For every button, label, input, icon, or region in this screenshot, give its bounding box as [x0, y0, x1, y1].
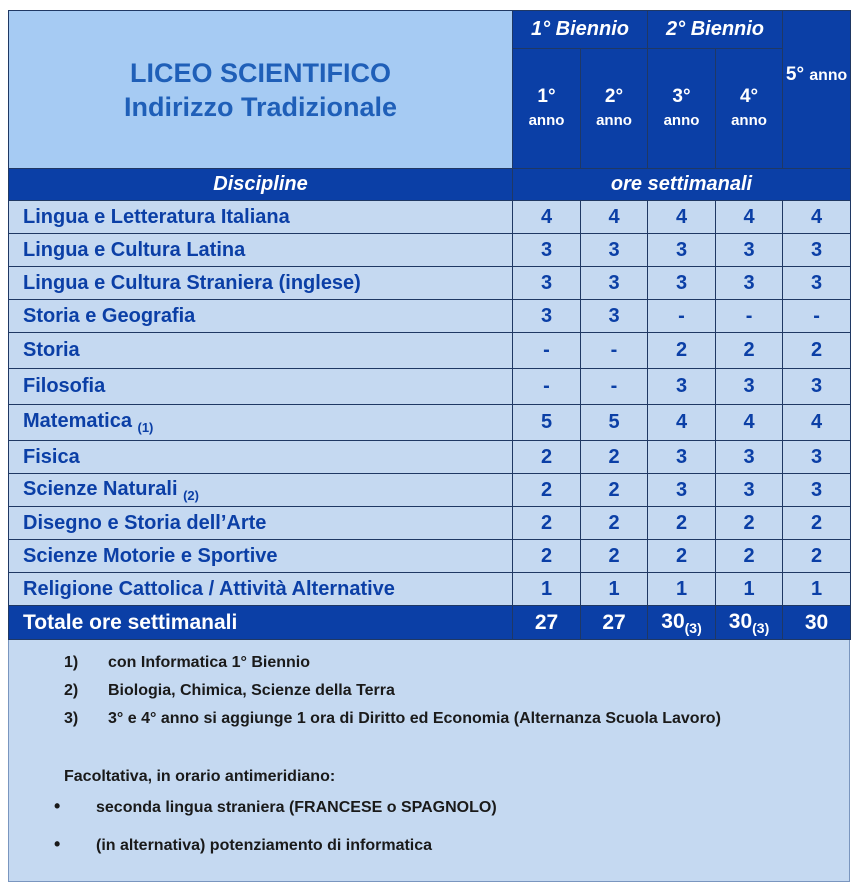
- title-line2: Indirizzo Tradizionale: [123, 91, 398, 122]
- footnote-ref: (3): [684, 619, 702, 636]
- hours-cell: -: [513, 333, 581, 369]
- hours-cell: 5: [513, 405, 581, 441]
- facoltativa-heading: Facoltativa, in orario antimeridiano:: [64, 768, 336, 785]
- hours-cell: 4: [648, 405, 716, 441]
- total-row: [9, 606, 851, 640]
- note-number: 2): [64, 682, 79, 699]
- year-label: anno: [596, 111, 632, 129]
- note-item: [64, 654, 310, 676]
- hours-cell: 3: [513, 267, 581, 300]
- hours-cell: -: [783, 300, 851, 333]
- total-value: 27: [534, 610, 559, 634]
- discipline-label: Storia e Geografia: [23, 304, 196, 327]
- hours-header: ore settimanali: [513, 169, 851, 201]
- discipline-header: Discipline: [9, 169, 513, 201]
- hours-cell: 3: [783, 441, 851, 474]
- discipline-row: [9, 441, 851, 474]
- hours-cell: 4: [581, 201, 648, 234]
- discipline-label: Storia: [23, 339, 80, 361]
- facoltativa-item: [54, 796, 497, 817]
- hours-cell: 2: [783, 540, 851, 573]
- hours-cell: 1: [716, 573, 783, 606]
- discipline-label: Disegno e Storia dell’Arte: [23, 511, 267, 534]
- hours-cell: 1: [783, 573, 851, 606]
- discipline-name: [9, 234, 513, 267]
- hours-cell: 1: [513, 573, 581, 606]
- total-value: 27: [602, 610, 626, 634]
- discipline-label: Religione Cattolica / Attività Alternative: [23, 577, 395, 600]
- hours-cell: 3: [581, 300, 648, 333]
- discipline-label: Filosofia: [23, 375, 106, 397]
- discipline-row: [9, 369, 851, 405]
- hours-cell: 2: [716, 540, 783, 573]
- year-number: 2°: [604, 85, 624, 107]
- note-item: [64, 682, 395, 704]
- discipline-row: [9, 405, 851, 441]
- hours-cell: 2: [513, 507, 581, 540]
- year-5-label: anno: [809, 67, 848, 84]
- discipline-name: [9, 474, 513, 507]
- total-value: 30: [804, 610, 829, 634]
- discipline-name: [9, 201, 513, 234]
- total-label: Totale ore settimanali: [9, 606, 513, 640]
- discipline-row: [9, 540, 851, 573]
- hours-cell: 3: [581, 234, 648, 267]
- year-label: anno: [528, 111, 565, 129]
- discipline-rows: [9, 201, 851, 606]
- hours-cell: 2: [648, 507, 716, 540]
- facoltativa-text: (in alternativa) potenziamento di informatica: [96, 837, 433, 854]
- hours-cell: 2: [716, 507, 783, 540]
- discipline-row: [9, 573, 851, 606]
- hours-cell: 2: [513, 441, 581, 474]
- hours-cell: 3: [648, 441, 716, 474]
- title-line1: LICEO SCIENTIFICO: [129, 57, 391, 88]
- year-5-number: 5°: [785, 64, 805, 85]
- hours-cell: 3: [513, 300, 581, 333]
- discipline-label: Lingua e Cultura Straniera (inglese): [23, 271, 361, 294]
- header-year-5: [783, 11, 851, 169]
- discipline-label: Lingua e Cultura Latina: [23, 238, 246, 261]
- total-cell: [716, 606, 783, 640]
- hours-cell: 3: [648, 267, 716, 300]
- footnote-ref: (2): [183, 487, 199, 503]
- header-year-3: [648, 49, 716, 169]
- discipline-name: [9, 369, 513, 405]
- discipline-label: Fisica: [23, 445, 80, 468]
- total-cell: [581, 606, 648, 640]
- hours-cell: -: [581, 333, 648, 369]
- bullet-icon: •: [54, 834, 61, 854]
- discipline-name: [9, 573, 513, 606]
- discipline-row: [9, 234, 851, 267]
- hours-cell: -: [716, 300, 783, 333]
- discipline-name: [9, 441, 513, 474]
- year-label: anno: [731, 111, 767, 129]
- hours-cell: 2: [581, 507, 648, 540]
- hours-cell: 3: [716, 474, 783, 507]
- hours-cell: 2: [513, 540, 581, 573]
- hours-cell: 3: [716, 267, 783, 300]
- total-cell: [783, 606, 851, 640]
- year-number: 4°: [739, 85, 759, 107]
- discipline-label: Scienze Motorie e Sportive: [23, 544, 278, 567]
- note-text: Biologia, Chimica, Scienze della Terra: [108, 682, 395, 699]
- hours-cell: 2: [581, 540, 648, 573]
- note-text: con Informatica 1° Biennio: [108, 654, 310, 671]
- discipline-label: Lingua e Letteratura Italiana: [23, 205, 290, 228]
- footnote-ref: (3): [752, 619, 770, 636]
- note-number: 3): [64, 710, 79, 727]
- hours-cell: 2: [783, 507, 851, 540]
- total-value: 30: [661, 609, 685, 633]
- discipline-row: [9, 267, 851, 300]
- hours-cell: 2: [783, 333, 851, 369]
- discipline-row: [9, 333, 851, 369]
- hours-cell: 4: [716, 405, 783, 441]
- hours-cell: 4: [783, 405, 851, 441]
- year-number: 1°: [537, 85, 556, 107]
- facoltativa-text: seconda lingua straniera (FRANCESE o SPAGNOLO): [96, 799, 497, 816]
- footnote-ref: (1): [137, 420, 154, 435]
- note-item: [64, 710, 721, 732]
- hours-cell: 3: [783, 369, 851, 405]
- total-cell: [648, 606, 716, 640]
- discipline-row: [9, 507, 851, 540]
- hours-cell: 2: [716, 333, 783, 369]
- hours-cell: 1: [581, 573, 648, 606]
- total-cell: [513, 606, 581, 640]
- hours-cell: 4: [648, 201, 716, 234]
- hours-cell: 1: [648, 573, 716, 606]
- hours-cell: 3: [783, 267, 851, 300]
- hours-cell: 2: [581, 474, 648, 507]
- header-year-1: [513, 49, 581, 169]
- hours-cell: 3: [783, 474, 851, 507]
- discipline-name: [9, 300, 513, 333]
- year-number: 3°: [672, 85, 691, 107]
- hours-cell: 3: [648, 474, 716, 507]
- header-biennio-1: 1° Biennio: [513, 11, 648, 49]
- hours-cell: 3: [716, 369, 783, 405]
- hours-cell: 2: [581, 441, 648, 474]
- hours-cell: 3: [581, 267, 648, 300]
- note-number: 1): [64, 654, 79, 671]
- hours-cell: 3: [716, 441, 783, 474]
- hours-cell: -: [648, 300, 716, 333]
- hours-cell: 5: [581, 405, 648, 441]
- note-text: 3° e 4° anno si aggiunge 1 ora di Diritto ed Economia (Alternanza Scuola Lavoro): [108, 710, 721, 727]
- header-year-2: [581, 49, 648, 169]
- discipline-row: [9, 300, 851, 333]
- title-cell: [9, 11, 513, 169]
- hours-cell: 4: [513, 201, 581, 234]
- schedule-table: [8, 10, 851, 640]
- hours-cell: 3: [513, 234, 581, 267]
- header-year-4: [716, 49, 783, 169]
- hours-cell: 2: [648, 540, 716, 573]
- discipline-label: Matematica: [23, 410, 132, 432]
- hours-cell: 3: [648, 234, 716, 267]
- discipline-name: [9, 540, 513, 573]
- year-label: anno: [663, 111, 700, 129]
- hours-cell: 3: [648, 369, 716, 405]
- hours-cell: 2: [513, 474, 581, 507]
- header-biennio-2: 2° Biennio: [648, 11, 783, 49]
- hours-cell: -: [581, 369, 648, 405]
- hours-cell: 4: [716, 201, 783, 234]
- hours-cell: -: [513, 369, 581, 405]
- discipline-name: [9, 333, 513, 369]
- total-value: 30: [728, 609, 753, 633]
- discipline-name: [9, 267, 513, 300]
- hours-cell: 2: [648, 333, 716, 369]
- hours-cell: 4: [783, 201, 851, 234]
- discipline-row: [9, 201, 851, 234]
- discipline-name: [9, 405, 513, 441]
- facoltativa-item: [54, 834, 432, 855]
- hours-cell: 3: [783, 234, 851, 267]
- discipline-label: Scienze Naturali: [23, 477, 178, 500]
- discipline-row: [9, 474, 851, 507]
- discipline-name: [9, 507, 513, 540]
- bullet-icon: •: [54, 796, 61, 816]
- hours-cell: 3: [716, 234, 783, 267]
